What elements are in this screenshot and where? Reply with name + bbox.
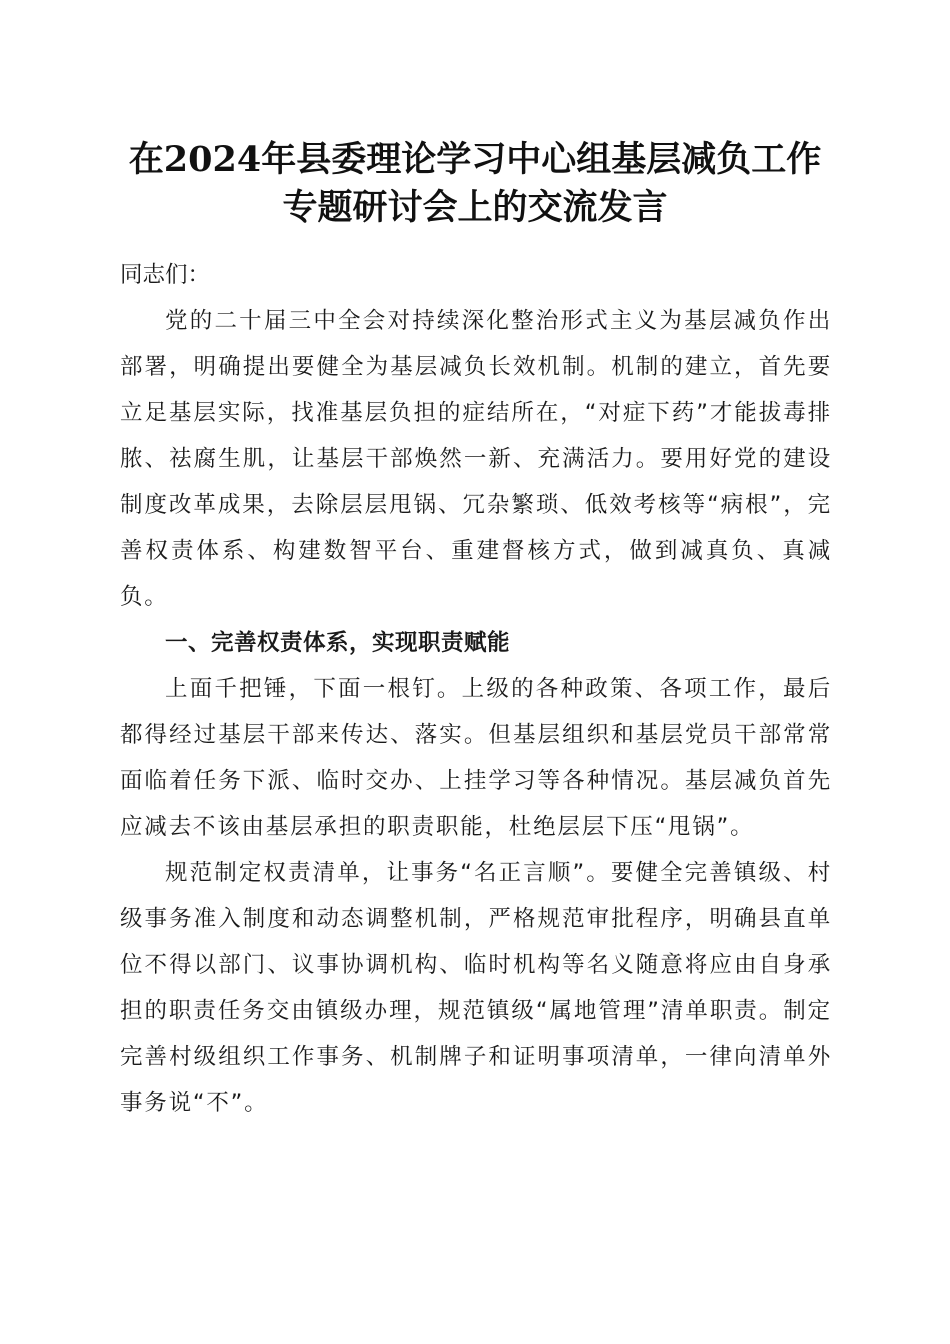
title-line-2: 专题研讨会上的交流发言 [282, 187, 668, 228]
document-title [100, 136, 850, 232]
intro-paragraph: 党的二十届三中全会对持续深化整治形式主义为基层减负作出部署，明确提出要健全为基层减负长效机制。机制的建立，首先要立足基层实际，找准基层负担的症结所在，“对症下药”才能拔毒排脓、祛腐生肌，让基层干部焕然一新、充满活力。要用好党的建设制度改革成果，去除层层甩锅、冗杂繁琐、低效考核等“病根”，完善权责体系、构建数智平台、重建督核方式，做到减真负、真减负。 [120, 308, 832, 610]
section1-paragraph-1: 上面千把锤，下面一根钉。上级的各种政策、各项工作，最后都得经过基层干部来传达、落实。但基层组织和基层党员干部常常面临着任务下派、临时交办、上挂学习等各种情况。基层减负首先应减去不该由基层承担的职责职能，杜绝层层下压“甩锅”。 [120, 676, 832, 840]
section-heading-1: 一、完善权责体系，实现职责赋能 [165, 630, 511, 656]
title-line-1: 在2024年县委理论学习中心组基层减负工作 [128, 139, 822, 180]
section1-paragraph-2: 规范制定权责清单，让事务“名正言顺”。要健全完善镇级、村级事务准入制度和动态调整机制，严格规范审批程序，明确县直单位不得以部门、议事协调机构、临时机构等名义随意将应由自身承担的职责任务交由镇级办理，规范镇级“属地管理”清单职责。制定完善村级组织工作事务、机制牌子和证明事项清单，一律向清单外事务说“不”。 [120, 860, 832, 1116]
document-body [120, 252, 832, 1126]
salutation: 同志们： [120, 262, 211, 288]
